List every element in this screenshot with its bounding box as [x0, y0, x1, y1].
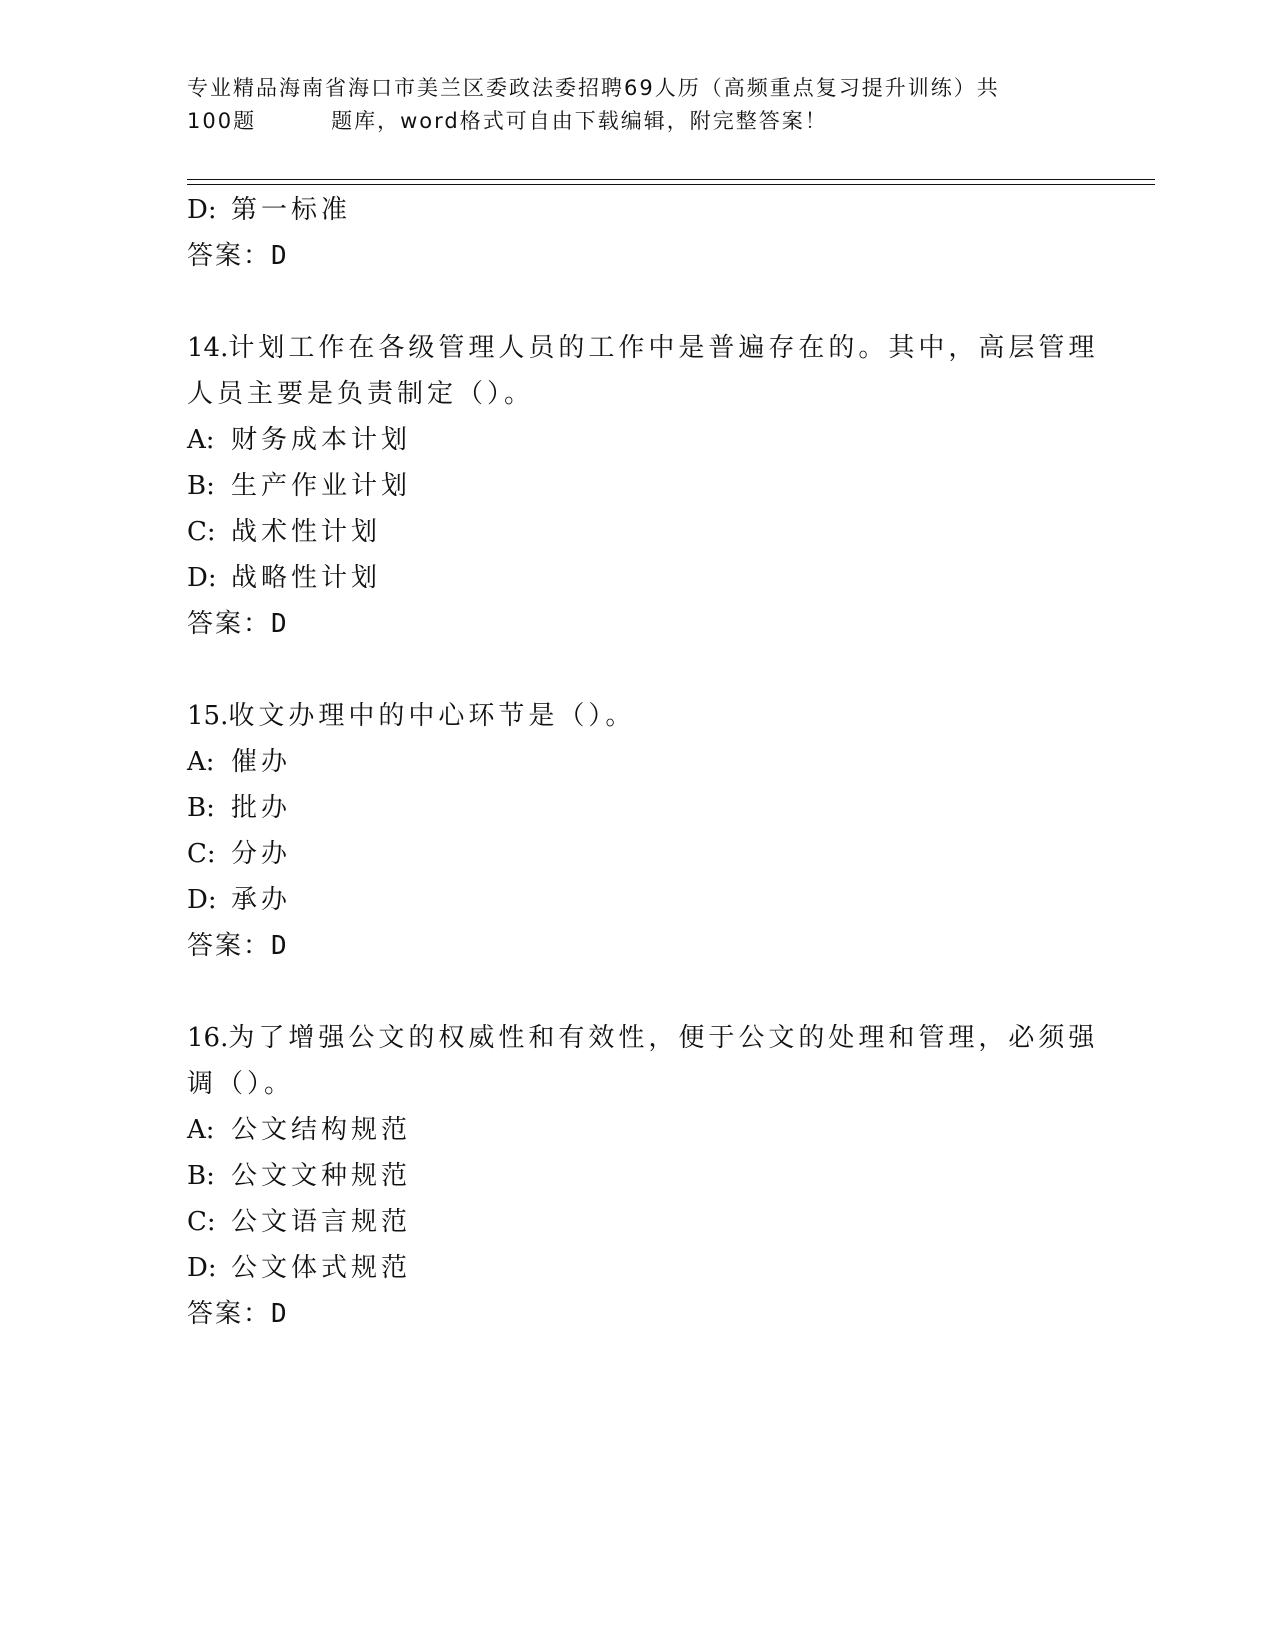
option-text: 批办 [231, 793, 292, 823]
question-stem-line-2: 人员主要是负责制定（）。 [187, 379, 535, 409]
answer-value: D [271, 1299, 289, 1329]
question-number: 16. [187, 1023, 229, 1053]
question-14 [187, 325, 1099, 647]
answer-label: 答案： [187, 609, 272, 639]
option-d [187, 555, 1087, 601]
option-letter: B: [187, 471, 215, 501]
option-letter: B: [187, 793, 215, 823]
header-description: 题库，word格式可自由下载编辑，附完整答案！ [331, 109, 828, 133]
option-a [187, 739, 1087, 785]
question-stem-line-2: 调（）。 [187, 1069, 295, 1099]
option-letter: B: [187, 1161, 215, 1191]
option-text: 承办 [231, 885, 292, 915]
option-text: 公文结构规范 [231, 1115, 412, 1145]
question-stem: 为了增强公文的权威性和有效性，便于公文的处理和管理，必须强 [228, 1023, 1099, 1053]
answer-label: 答案： [187, 1299, 272, 1329]
question-stem-line-1 [187, 1015, 1099, 1061]
option-letter: D: [187, 1253, 217, 1283]
question-number: 14. [187, 333, 229, 363]
answer-value: D [271, 609, 289, 639]
option-text: 财务成本计划 [231, 425, 412, 455]
header-divider-top [187, 179, 1155, 180]
option-d [187, 877, 1087, 923]
option-b [187, 463, 1087, 509]
page-header [187, 72, 1087, 138]
answer-label: 答案： [187, 241, 272, 271]
question-stem: 收文办理中的中心环节是（）。 [228, 701, 636, 731]
question-stem: 计划工作在各级管理人员的工作中是普遍存在的。其中，高层管理 [228, 333, 1099, 363]
option-text: 第一标准 [231, 195, 352, 225]
option-line [187, 187, 1087, 233]
question-16 [187, 1015, 1099, 1337]
option-letter: D: [187, 195, 217, 225]
option-d [187, 1245, 1087, 1291]
option-letter: C: [187, 839, 216, 869]
answer-line [187, 233, 1087, 279]
answer-line [187, 601, 1087, 647]
document-body [187, 187, 1099, 1337]
option-text: 生产作业计划 [231, 471, 412, 501]
option-b [187, 1153, 1087, 1199]
option-b [187, 785, 1087, 831]
answer-label: 答案： [187, 931, 272, 961]
option-letter: A: [187, 1115, 215, 1145]
header-question-count: 100题 [187, 109, 257, 133]
header-line-2 [187, 105, 1087, 138]
option-c [187, 831, 1087, 877]
option-letter: A: [187, 425, 215, 455]
answer-line [187, 923, 1087, 969]
previous-question-tail [187, 187, 1087, 279]
option-c [187, 1199, 1087, 1245]
option-text: 战术性计划 [231, 517, 382, 547]
question-15 [187, 693, 1087, 969]
answer-value: D [271, 241, 289, 271]
option-a [187, 1107, 1087, 1153]
option-letter: C: [187, 517, 216, 547]
question-stem-line-1 [187, 693, 1087, 739]
option-text: 分办 [231, 839, 292, 869]
answer-line [187, 1291, 1087, 1337]
option-text: 战略性计划 [231, 563, 382, 593]
question-stem-line-1 [187, 325, 1099, 371]
header-divider-bottom [187, 184, 1155, 185]
option-c [187, 509, 1087, 555]
answer-value: D [271, 931, 289, 961]
option-letter: C: [187, 1207, 216, 1237]
option-text: 公文体式规范 [231, 1253, 412, 1283]
option-text: 公文语言规范 [231, 1207, 412, 1237]
option-text: 催办 [231, 747, 292, 777]
option-text: 公文文种规范 [231, 1161, 412, 1191]
header-line-1: 专业精品海南省海口市美兰区委政法委招聘69人历（高频重点复习提升训练）共 [187, 76, 1000, 100]
option-letter: D: [187, 885, 217, 915]
question-number: 15. [187, 701, 229, 731]
option-a [187, 417, 1087, 463]
option-letter: D: [187, 563, 217, 593]
option-letter: A: [187, 747, 215, 777]
